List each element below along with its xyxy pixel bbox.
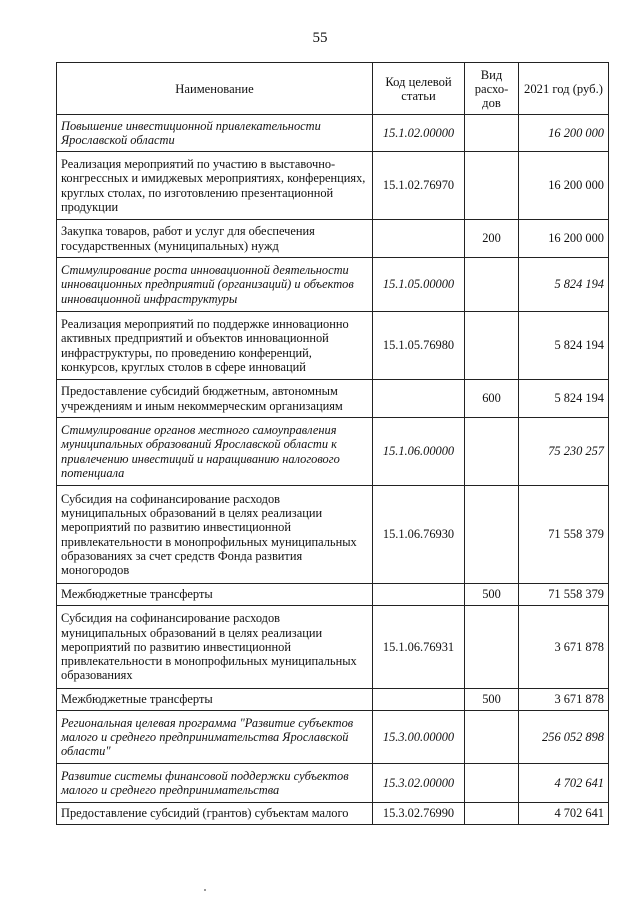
row-code: 15.1.06.76931 xyxy=(373,606,465,689)
table-row xyxy=(57,764,609,803)
row-code: 15.1.02.76970 xyxy=(373,152,465,220)
row-vid xyxy=(465,115,519,152)
row-sum: 3 671 878 xyxy=(519,606,609,689)
table-row xyxy=(57,152,609,220)
row-code xyxy=(373,689,465,711)
row-code: 15.3.02.76990 xyxy=(373,803,465,825)
table-row xyxy=(57,380,609,418)
row-name: Стимулирование органов местного самоуправления муниципальных образований Ярославской области к привлечению инвестиций и наращиванию налогового потенциала xyxy=(57,418,373,486)
row-name: Региональная целевая программа "Развитие субъектов малого и среднего предпринимательства Ярославской области" xyxy=(57,711,373,764)
row-vid: 200 xyxy=(465,220,519,258)
page-number: 55 xyxy=(312,30,328,46)
table-row xyxy=(57,258,609,312)
scan-artifact-dot xyxy=(204,889,206,891)
row-name: Развитие системы финансовой поддержки субъектов малого и среднего предпринимательства xyxy=(57,764,373,803)
row-sum: 5 824 194 xyxy=(519,380,609,418)
row-sum: 3 671 878 xyxy=(519,689,609,711)
row-vid xyxy=(465,258,519,312)
table-row xyxy=(57,711,609,764)
row-code: 15.3.00.00000 xyxy=(373,711,465,764)
header-code: Код целевой статьи xyxy=(373,63,465,115)
row-vid xyxy=(465,152,519,220)
row-code: 15.1.05.76980 xyxy=(373,312,465,380)
row-sum: 4 702 641 xyxy=(519,803,609,825)
table-row xyxy=(57,606,609,689)
table-row xyxy=(57,689,609,711)
header-sum: 2021 год (руб.) xyxy=(519,63,609,115)
table-row xyxy=(57,584,609,606)
row-name: Реализация мероприятий по участию в выставочно-конгрессных и имиджевых мероприятиях, конференциях, круглых столах, по изготовлению презентационной продукции xyxy=(57,152,373,220)
row-code xyxy=(373,220,465,258)
row-name: Предоставление субсидий бюджетным, автономным учреждениям и иным некоммерческим организациям xyxy=(57,380,373,418)
row-sum: 16 200 000 xyxy=(519,115,609,152)
row-sum: 5 824 194 xyxy=(519,312,609,380)
budget-table xyxy=(56,62,609,825)
row-sum: 71 558 379 xyxy=(519,486,609,584)
row-code: 15.1.05.00000 xyxy=(373,258,465,312)
header-name: Наименование xyxy=(57,63,373,115)
table-row xyxy=(57,803,609,825)
row-vid xyxy=(465,764,519,803)
row-code: 15.3.02.00000 xyxy=(373,764,465,803)
table-row xyxy=(57,418,609,486)
row-name: Стимулирование роста инновационной деятельности инновационных предприятий (организаций) и объектов инновационной инфраструктуры xyxy=(57,258,373,312)
row-vid xyxy=(465,803,519,825)
row-vid xyxy=(465,418,519,486)
row-vid xyxy=(465,711,519,764)
row-name: Субсидия на софинансирование расходов муниципальных образований в целях реализации мероприятий по развитию инвестиционной привлекательности в монопрофильных муниципальных образованиях за счет средств Фонда развития моногородов xyxy=(57,486,373,584)
row-vid: 600 xyxy=(465,380,519,418)
row-code xyxy=(373,380,465,418)
row-name: Повышение инвестиционной привлекательности Ярославской области xyxy=(57,115,373,152)
table-row xyxy=(57,486,609,584)
row-name: Предоставление субсидий (грантов) субъектам малого xyxy=(57,803,373,825)
row-name: Субсидия на софинансирование расходов муниципальных образований в целях реализации мероприятий по развитию инвестиционной привлекательности в монопрофильных муниципальных образованиях xyxy=(57,606,373,689)
row-sum: 71 558 379 xyxy=(519,584,609,606)
header-vid: Вид расхо-дов xyxy=(465,63,519,115)
row-sum: 256 052 898 xyxy=(519,711,609,764)
row-name: Закупка товаров, работ и услуг для обеспечения государственных (муниципальных) нужд xyxy=(57,220,373,258)
row-vid xyxy=(465,312,519,380)
table-row xyxy=(57,312,609,380)
row-sum: 5 824 194 xyxy=(519,258,609,312)
row-name: Реализация мероприятий по поддержке инновационно активных предприятий и объектов инновационной инфраструктуры, по проведению конференций, конкурсов, круглых столов в сфере инноваций xyxy=(57,312,373,380)
row-sum: 16 200 000 xyxy=(519,220,609,258)
table-row xyxy=(57,115,609,152)
table-row xyxy=(57,220,609,258)
row-code xyxy=(373,584,465,606)
row-code: 15.1.02.00000 xyxy=(373,115,465,152)
row-sum: 4 702 641 xyxy=(519,764,609,803)
row-vid xyxy=(465,606,519,689)
row-sum: 16 200 000 xyxy=(519,152,609,220)
row-name: Межбюджетные трансферты xyxy=(57,584,373,606)
row-name: Межбюджетные трансферты xyxy=(57,689,373,711)
row-vid xyxy=(465,486,519,584)
row-code: 15.1.06.76930 xyxy=(373,486,465,584)
row-code: 15.1.06.00000 xyxy=(373,418,465,486)
table-header-row xyxy=(57,63,609,115)
row-sum: 75 230 257 xyxy=(519,418,609,486)
row-vid: 500 xyxy=(465,584,519,606)
row-vid: 500 xyxy=(465,689,519,711)
